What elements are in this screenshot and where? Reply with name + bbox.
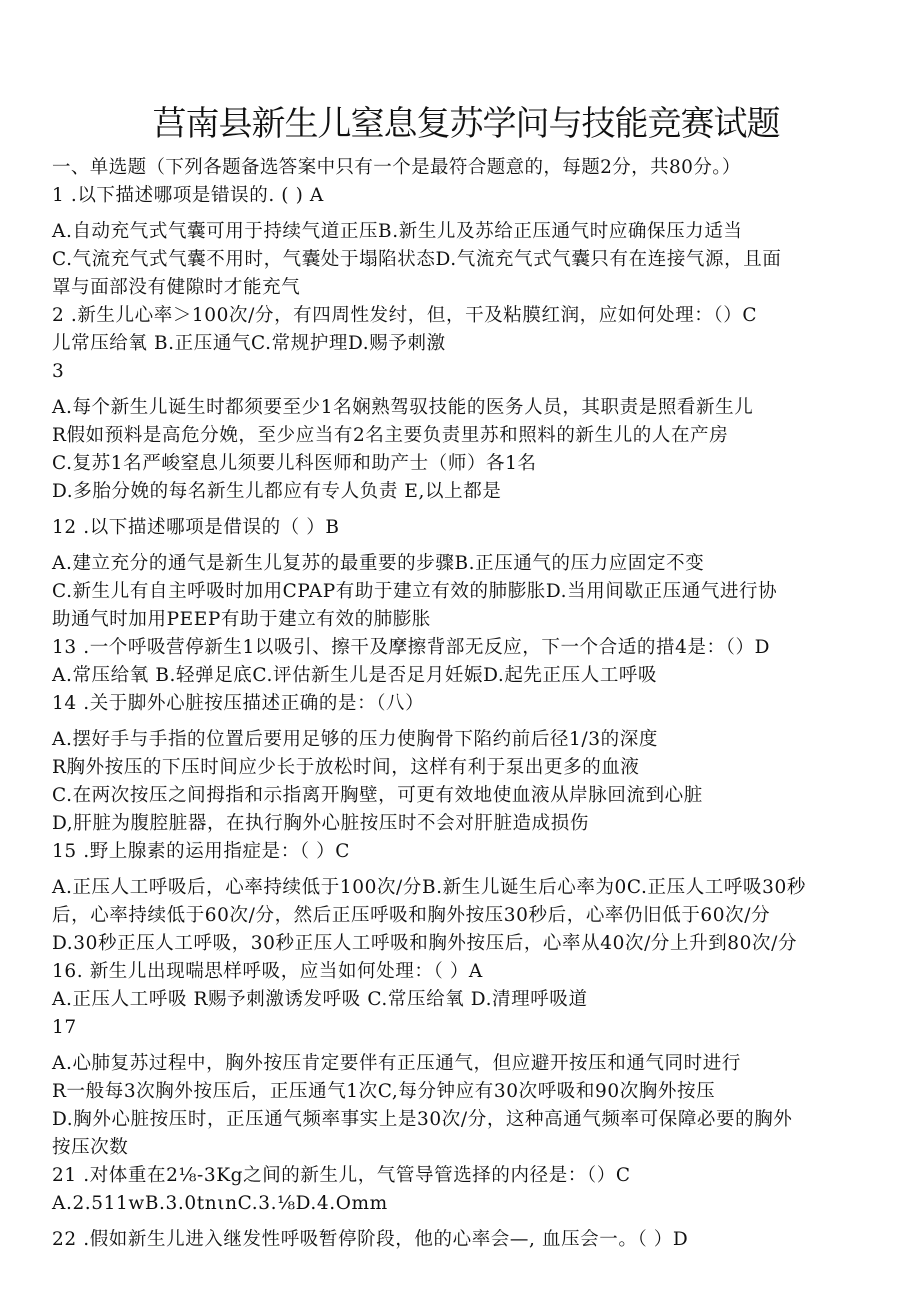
q14-option-a: A.摆好手与手指的位置后要用足够的压力使胸骨下陷约前后径1/3的深度: [52, 729, 658, 750]
section-heading: 一、单选题（下列各题备选答案中只有一个是最符合题意的，每题2分，共80分。）: [52, 157, 741, 178]
q17-option-d: D.胸外心脏按压时，正压通气频率事实上是30次/分，这种高通气频率可保障必要的胸外: [52, 1109, 793, 1130]
q3-option-de: D.多胎分娩的每名新生儿都应有专人负责 E,以上都是: [52, 481, 502, 502]
q1-options-cont: 罩与面部没有健隙时才能充气: [52, 277, 301, 298]
q17-option-d-cont: 按压次数: [52, 1137, 129, 1158]
question-13: 13 .一个呼吸营停新生1以吸引、擦干及摩擦背部无反应，下一个合适的措4是：（）D: [52, 637, 771, 658]
q17-options-bc: R一般每3次胸外按压后，正压通气1次C,每分钟应有30次呼吸和90次胸外按压: [52, 1081, 716, 1102]
q13-options: A.常压给氧 B.轻弹足底C.评估新生儿是否足月妊娠D.起先正压人工呼吸: [52, 665, 658, 686]
question-3: 3: [52, 361, 65, 382]
q12-options-ab: A.建立充分的通气是新生儿复苏的最重要的步骤B.正压通气的压力应固定不变: [52, 553, 705, 574]
q14-option-d: D,肝脏为腹腔脏器，在执行胸外心脏按压时不会对肝脏造成损伤: [52, 813, 589, 834]
q1-options-ab: A.自动充气式气囊可用于持续气道正压B.新生儿及苏给正压通气时应确保压力适当: [52, 221, 743, 242]
question-14: 14 .关于脚外心脏按压描述正确的是：（八）: [52, 693, 425, 714]
q15-options-cont: 后，心率持续低于60次/分，然后正压呼吸和胸外按压30秒后，心率仍旧低于60次/分: [52, 905, 771, 926]
question-1: 1 .以下描述哪项是错误的. ( ) A: [52, 185, 324, 206]
question-12: 12 .以下描述哪项是借误的（ ）B: [52, 517, 340, 538]
q12-options-cont: 助通气时加用PEEP有助于建立有效的肺膨胀: [52, 609, 432, 630]
q3-option-a: A.每个新生儿诞生时都须要至少1名娴熟驾驭技能的医务人员，其职责是照看新生儿: [52, 397, 754, 418]
q2-options: 儿常压给氧 B.正压通气C.常规护理D.赐予刺激: [52, 333, 446, 354]
question-21: 21 .对体重在2⅛-3Kg之间的新生儿，气管导管选择的内径是：（）C: [52, 1165, 631, 1186]
document-title: 莒南县新生儿窒息复苏学问与技能竞赛试题: [152, 104, 780, 144]
q3-option-c: C.复苏1名严峻窒息儿须要儿科医师和助产士（师）各1名: [52, 453, 537, 474]
q17-option-a: A.心肺复苏过程中，胸外按压肯定要伴有正压通气，但应避开按压和通气同时进行: [52, 1053, 741, 1074]
q3-option-b: R假如预料是高危分娩，至少应当有2名主要负责里苏和照料的新生儿的人在产房: [52, 425, 729, 446]
question-16: 16. 新生儿出现喘思样呼吸，应当如何处理：（ ）A: [52, 961, 483, 982]
q15-options-abc: A.正压人工呼吸后，心率持续低于100次/分B.新生儿诞生后心率为0C.正压人工呼吸30秒: [52, 877, 806, 898]
q12-options-cd: C.新生儿有自主呼吸时加用CPAP有助于建立有效的肺膨胀D.当用间歇正压通气进行协: [52, 581, 778, 602]
q16-options: A.正压人工呼吸 R赐予刺激诱发呼吸 C.常压给氧 D.清理呼吸道: [52, 989, 588, 1010]
question-17: 17: [52, 1017, 77, 1038]
question-22: 22 .假如新生儿进入继发性呼吸暂停阶段，他的心率会—, 血压会一。（ ）D: [52, 1229, 689, 1250]
q14-option-c: C.在两次按压之间拇指和示指离开胸壁，可更有效地使血液从岸脉回流到心脏: [52, 785, 703, 806]
q1-options-cd: C.气流充气式气囊不用时，气囊处于塌陷状态D.气流充气式气囊只有在连接气源，且面: [52, 249, 782, 270]
question-2: 2 .新生儿心率＞100次/分，有四周性发纣，但，干及粘膜红润，应如何处理：（）C: [52, 305, 758, 326]
q21-options: A.2.511wB.3.0tnιnC.3.⅛D.4.Omm: [52, 1193, 388, 1214]
q14-option-b: R胸外按压的下压时间应少长于放松时间，这样有利于泵出更多的血液: [52, 757, 640, 778]
question-15: 15 .野上腺素的运用指症是：（ ）C: [52, 841, 350, 862]
q15-option-d: D.30秒正压人工呼吸，30秒正压人工呼吸和胸外按压后，心率从40次/分上升到80次/分: [52, 933, 798, 954]
